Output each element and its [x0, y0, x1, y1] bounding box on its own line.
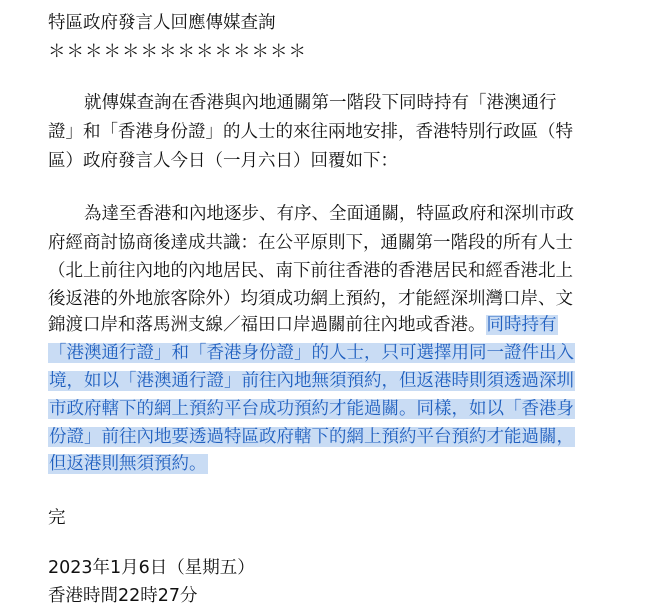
paragraph2-line-4: 後返港的外地旅客除外）均須成功網上預約，才能經深圳灣口岸、文	[48, 289, 573, 309]
paragraph1-line-3: 區）政府發言人今日（一月六日）回覆如下：	[48, 151, 398, 171]
end-mark: 完	[48, 508, 66, 528]
paragraph2-line-5: 錦渡口岸和落馬洲支線／福田口岸過關前往內地或香港。同時持有	[48, 315, 557, 335]
release-time: 香港時間22時27分	[48, 586, 198, 606]
selected-text[interactable]: 境，如以「港澳通行證」前往內地無須預約，但返港時則須透過深圳	[49, 371, 574, 391]
selected-text[interactable]: 份證」前往內地要透過特區政府轄下的網上預約平台預約才能過關，	[49, 427, 574, 447]
paragraph2-line-6	[48, 339, 575, 367]
document-heading: 特區政府發言人回應傳媒查詢	[48, 13, 276, 33]
paragraph2-line-8	[48, 395, 575, 423]
paragraph2-line-9	[48, 423, 575, 451]
selected-text[interactable]: 「港澳通行證」和「香港身份證」的人士，只可選擇用同一證件出入	[49, 343, 574, 363]
selected-text[interactable]: 同時持有	[486, 315, 557, 335]
paragraph1-line-2: 證」和「香港身份證」的人士的來往兩地安排，香港特別行政區（特	[48, 122, 573, 142]
heading-separator: ＊＊＊＊＊＊＊＊＊＊＊＊＊＊	[48, 42, 307, 62]
paragraph2-line-10	[48, 450, 208, 478]
paragraph2-line-2: 府經商討協商後達成共識：在公平原則下，通關第一階段的所有人士	[48, 233, 573, 253]
selected-text[interactable]: 但返港則無須預約。	[49, 454, 207, 474]
selected-text[interactable]: 市政府轄下的網上預約平台成功預約才能過關。同樣，如以「香港身	[49, 399, 574, 419]
paragraph2-line-7	[48, 367, 575, 395]
release-date: 2023年1月6日（星期五）	[48, 558, 255, 578]
paragraph1-line-1: 就傳媒查詢在香港與內地通關第一階段下同時持有「港澳通行	[84, 93, 557, 113]
paragraph2-line-1: 為達至香港和內地逐步、有序、全面通關，特區政府和深圳市政	[84, 204, 574, 224]
paragraph2-line-3: （北上前往內地的內地居民、南下前往香港的香港居民和經香港北上	[48, 261, 573, 281]
